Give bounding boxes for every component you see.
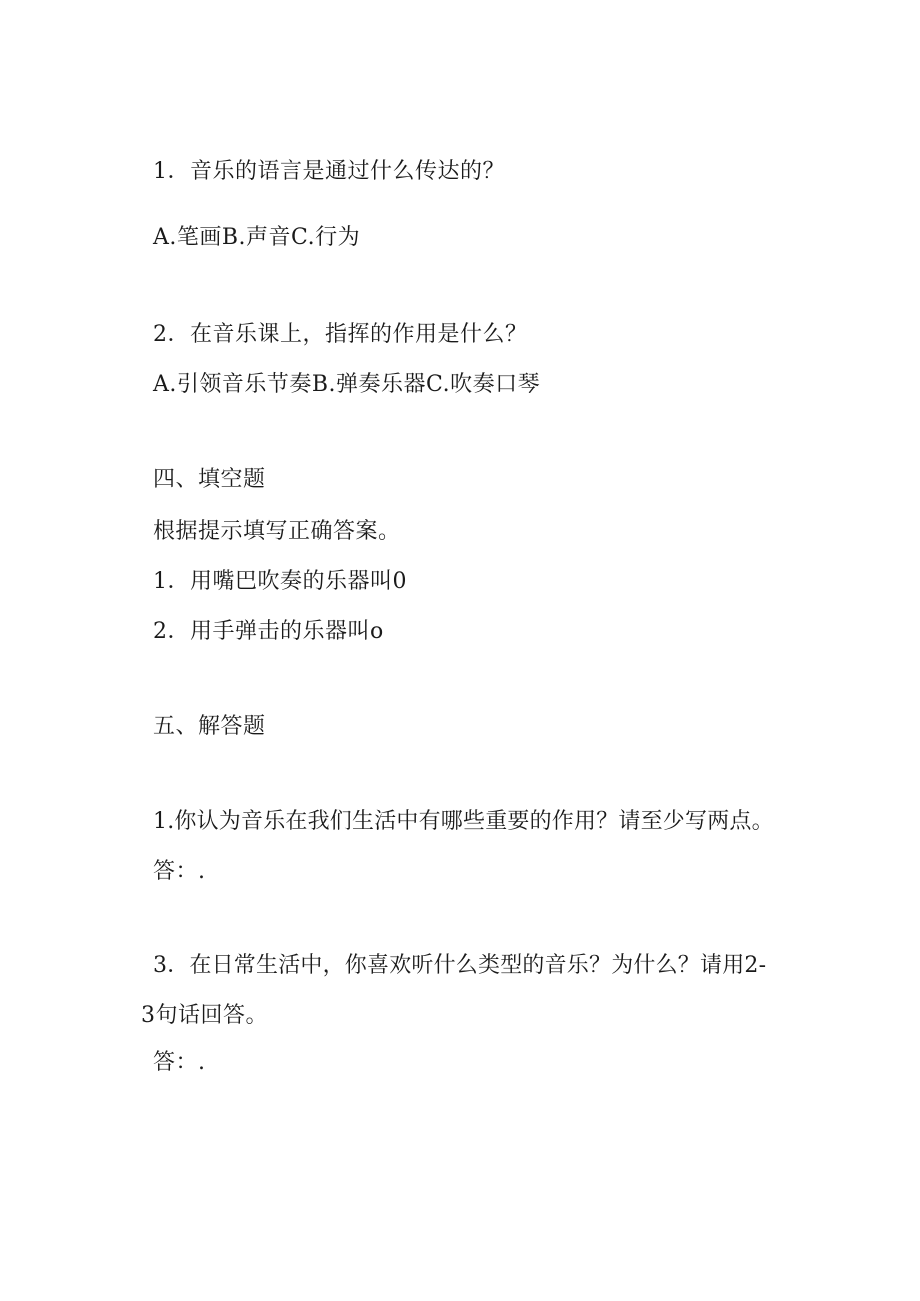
question-2-options: A.引领音乐节奏B.弹奏乐器C.吹奏口琴 [153, 372, 541, 397]
question-1: 1．音乐的语言是通过什么传达的？ [153, 159, 505, 184]
question-1-options: A.笔画B.声音C.行为 [153, 225, 361, 250]
fill-blank-item-1: 1．用嘴巴吹奏的乐器叫0 [153, 569, 407, 594]
section-4-heading: 四、填空题 [153, 467, 266, 492]
section-4-instruction: 根据提示填写正确答案。 [153, 519, 401, 544]
essay-answer-2: 答：. [153, 1050, 206, 1075]
fill-blank-item-2: 2．用手弹击的乐器叫o [153, 619, 384, 644]
essay-answer-1: 答：. [153, 859, 206, 884]
section-5-heading: 五、解答题 [153, 714, 266, 739]
essay-question-1: 1.你认为音乐在我们生活中有哪些重要的作用？请至少写两点。 [153, 809, 774, 834]
question-2: 2．在音乐课上，指挥的作用是什么？ [153, 322, 528, 347]
essay-question-2-line-2: 3句话回答。 [141, 1003, 268, 1028]
essay-question-2-line-1: 3．在日常生活中，你喜欢听什么类型的音乐？为什么？请用2- [153, 953, 767, 978]
